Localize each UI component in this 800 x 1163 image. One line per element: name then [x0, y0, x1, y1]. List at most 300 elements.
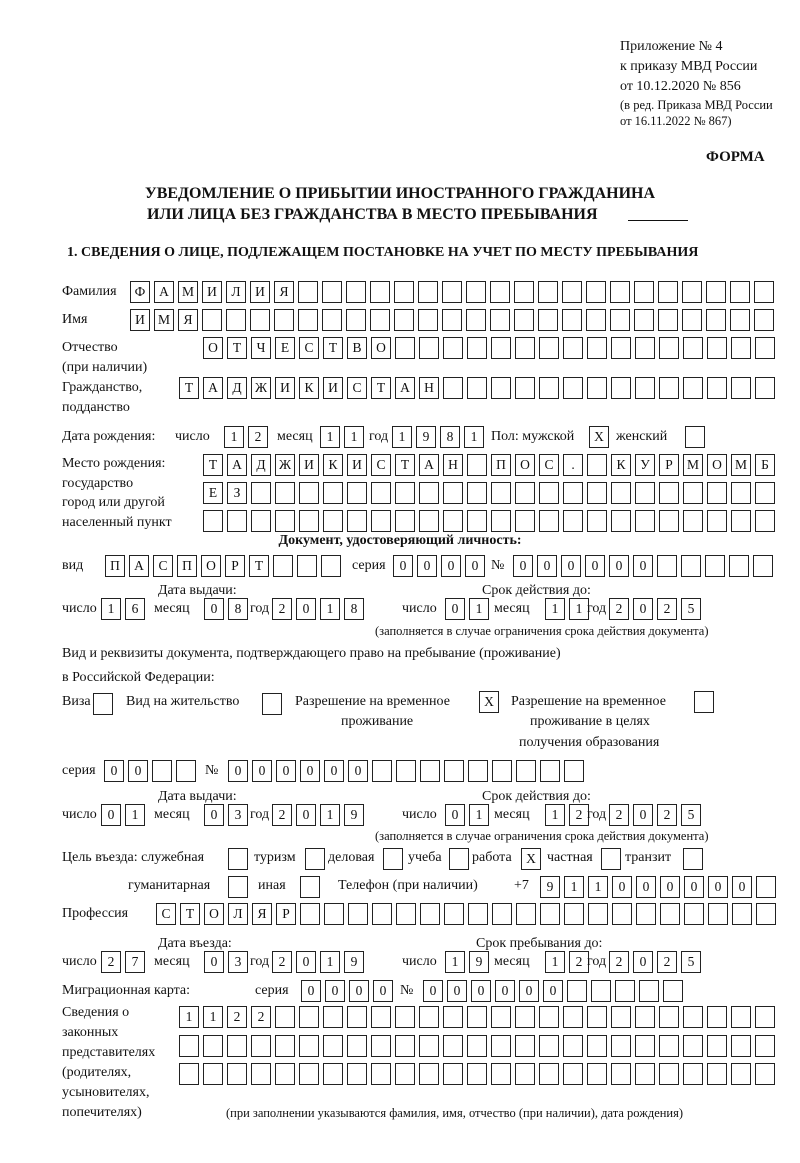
birthplace1-cell[interactable]: Ж	[275, 454, 295, 476]
permit-number-cell[interactable]	[420, 760, 440, 782]
permit-series-cell[interactable]: 0	[128, 760, 148, 782]
id-kind-cell[interactable]: О	[201, 555, 221, 577]
card-series-cell[interactable]: 0	[373, 980, 393, 1002]
citizenship-cell[interactable]	[659, 377, 679, 399]
permit-issue-month-cell[interactable]: 3	[228, 804, 248, 826]
profession-cell[interactable]	[540, 903, 560, 925]
stay-day-cell[interactable]: 1	[445, 951, 465, 973]
birthplace2-cell[interactable]	[515, 482, 535, 504]
rep2-cell[interactable]	[443, 1035, 463, 1057]
birthplace3-cell[interactable]	[443, 510, 463, 532]
birthplace3-cell[interactable]	[395, 510, 415, 532]
name-cell[interactable]	[634, 309, 654, 331]
surname-cell[interactable]	[298, 281, 318, 303]
citizenship-cell[interactable]	[683, 377, 703, 399]
birthplace3-cell[interactable]	[587, 510, 607, 532]
id-issue-year-cell[interactable]: 0	[296, 598, 316, 620]
sex-male-cell[interactable]: X	[589, 426, 609, 448]
stay-month-cell[interactable]: 2	[569, 951, 589, 973]
birthplace1-cell[interactable]: Д	[251, 454, 271, 476]
surname-cell[interactable]: Я	[274, 281, 294, 303]
surname-cell[interactable]	[754, 281, 774, 303]
rep1-cell[interactable]	[611, 1006, 631, 1028]
birth-day-cell[interactable]: 1	[224, 426, 244, 448]
citizenship-cell[interactable]	[587, 377, 607, 399]
rep2-cell[interactable]	[467, 1035, 487, 1057]
birthplace3-cell[interactable]	[347, 510, 367, 532]
rep3-cell[interactable]	[611, 1063, 631, 1085]
birthplace1-cell[interactable]: К	[611, 454, 631, 476]
birth-year-cell[interactable]: 1	[392, 426, 412, 448]
rep1-cell[interactable]	[755, 1006, 775, 1028]
permit-number-cell[interactable]: 0	[348, 760, 368, 782]
patronymic-cell[interactable]	[659, 337, 679, 359]
id-series-cell[interactable]: 0	[465, 555, 485, 577]
rep1-cell[interactable]	[467, 1006, 487, 1028]
name-cell[interactable]	[298, 309, 318, 331]
rep3-cell[interactable]	[443, 1063, 463, 1085]
rep2-cell[interactable]	[251, 1035, 271, 1057]
name-cell[interactable]	[706, 309, 726, 331]
purpose-work-cell[interactable]: X	[521, 848, 541, 870]
birth-year-cell[interactable]: 9	[416, 426, 436, 448]
rep3-cell[interactable]	[755, 1063, 775, 1085]
rep2-cell[interactable]	[347, 1035, 367, 1057]
name-cell[interactable]	[202, 309, 222, 331]
permit-issue-year-cell[interactable]: 0	[296, 804, 316, 826]
permit-number-cell[interactable]	[444, 760, 464, 782]
permit-valid-day-cell[interactable]: 1	[469, 804, 489, 826]
patronymic-cell[interactable]: Е	[275, 337, 295, 359]
birthplace1-cell[interactable]: С	[539, 454, 559, 476]
surname-cell[interactable]	[346, 281, 366, 303]
name-cell[interactable]	[610, 309, 630, 331]
id-number-cell[interactable]: 0	[537, 555, 557, 577]
surname-cell[interactable]: И	[202, 281, 222, 303]
birthplace1-cell[interactable]: И	[299, 454, 319, 476]
surname-cell[interactable]: Ф	[130, 281, 150, 303]
profession-cell[interactable]: Я	[252, 903, 272, 925]
id-kind-cell[interactable]: П	[105, 555, 125, 577]
rep3-cell[interactable]	[515, 1063, 535, 1085]
card-series-cell[interactable]: 0	[349, 980, 369, 1002]
name-cell[interactable]	[250, 309, 270, 331]
rep3-cell[interactable]	[635, 1063, 655, 1085]
surname-cell[interactable]	[562, 281, 582, 303]
sex-female-cell[interactable]	[685, 426, 705, 448]
surname-cell[interactable]	[490, 281, 510, 303]
profession-cell[interactable]	[516, 903, 536, 925]
patronymic-cell[interactable]: Ч	[251, 337, 271, 359]
profession-cell[interactable]: О	[204, 903, 224, 925]
permit-issue-year-cell[interactable]: 9	[344, 804, 364, 826]
name-cell[interactable]: М	[154, 309, 174, 331]
birthplace1-cell[interactable]: Т	[203, 454, 223, 476]
rep3-cell[interactable]	[491, 1063, 511, 1085]
birthplace1-cell[interactable]: Р	[659, 454, 679, 476]
id-issue-day-cell[interactable]: 1	[101, 598, 121, 620]
id-kind-cell[interactable]	[297, 555, 317, 577]
rep1-cell[interactable]	[443, 1006, 463, 1028]
id-issue-month-cell[interactable]: 0	[204, 598, 224, 620]
purpose-service-cell[interactable]	[228, 848, 248, 870]
birthplace1-cell[interactable]: Т	[395, 454, 415, 476]
rep1-cell[interactable]	[371, 1006, 391, 1028]
citizenship-cell[interactable]: К	[299, 377, 319, 399]
profession-cell[interactable]	[468, 903, 488, 925]
birthplace3-cell[interactable]	[755, 510, 775, 532]
rep1-cell[interactable]	[659, 1006, 679, 1028]
rep3-cell[interactable]	[587, 1063, 607, 1085]
permit-number-cell[interactable]	[492, 760, 512, 782]
purpose-business-cell[interactable]	[383, 848, 403, 870]
birthplace2-cell[interactable]	[707, 482, 727, 504]
birthplace3-cell[interactable]	[659, 510, 679, 532]
name-cell[interactable]	[346, 309, 366, 331]
name-cell[interactable]	[682, 309, 702, 331]
id-series-cell[interactable]: 0	[441, 555, 461, 577]
surname-cell[interactable]	[418, 281, 438, 303]
rep2-cell[interactable]	[491, 1035, 511, 1057]
permit-valid-year-cell[interactable]: 0	[633, 804, 653, 826]
rep3-cell[interactable]	[179, 1063, 199, 1085]
citizenship-cell[interactable]	[443, 377, 463, 399]
surname-cell[interactable]	[538, 281, 558, 303]
stay-year-cell[interactable]: 2	[657, 951, 677, 973]
permit-issue-month-cell[interactable]: 0	[204, 804, 224, 826]
birthplace3-cell[interactable]	[299, 510, 319, 532]
permit-number-cell[interactable]	[468, 760, 488, 782]
patronymic-cell[interactable]	[467, 337, 487, 359]
entry-year-cell[interactable]: 0	[296, 951, 316, 973]
phone-cell[interactable]: 0	[684, 876, 704, 898]
citizenship-cell[interactable]: А	[395, 377, 415, 399]
permit-issue-day-cell[interactable]: 0	[101, 804, 121, 826]
birthplace2-cell[interactable]	[587, 482, 607, 504]
birthplace2-cell[interactable]	[563, 482, 583, 504]
rep1-cell[interactable]	[299, 1006, 319, 1028]
entry-month-cell[interactable]: 3	[228, 951, 248, 973]
surname-cell[interactable]	[442, 281, 462, 303]
birthplace2-cell[interactable]	[635, 482, 655, 504]
patronymic-cell[interactable]: С	[299, 337, 319, 359]
patronymic-cell[interactable]	[611, 337, 631, 359]
id-number-cell[interactable]: 0	[561, 555, 581, 577]
id-kind-cell[interactable]: А	[129, 555, 149, 577]
id-issue-year-cell[interactable]: 8	[344, 598, 364, 620]
permit-series-cell[interactable]	[176, 760, 196, 782]
citizenship-cell[interactable]	[515, 377, 535, 399]
id-valid-month-cell[interactable]: 1	[569, 598, 589, 620]
permit-valid-month-cell[interactable]: 2	[569, 804, 589, 826]
permit-number-cell[interactable]: 0	[228, 760, 248, 782]
profession-cell[interactable]	[396, 903, 416, 925]
rep1-cell[interactable]	[347, 1006, 367, 1028]
id-kind-cell[interactable]	[321, 555, 341, 577]
permit-number-cell[interactable]: 0	[324, 760, 344, 782]
birthplace2-cell[interactable]: З	[227, 482, 247, 504]
surname-cell[interactable]: М	[178, 281, 198, 303]
birthplace3-cell[interactable]	[539, 510, 559, 532]
surname-cell[interactable]: И	[250, 281, 270, 303]
temp-permit-edu-cell[interactable]	[694, 691, 714, 713]
id-valid-month-cell[interactable]: 1	[545, 598, 565, 620]
profession-cell[interactable]	[756, 903, 776, 925]
surname-cell[interactable]	[682, 281, 702, 303]
phone-cell[interactable]: 1	[588, 876, 608, 898]
rep2-cell[interactable]	[299, 1035, 319, 1057]
id-issue-year-cell[interactable]: 2	[272, 598, 292, 620]
rep2-cell[interactable]	[659, 1035, 679, 1057]
patronymic-cell[interactable]	[491, 337, 511, 359]
rep2-cell[interactable]	[515, 1035, 535, 1057]
patronymic-cell[interactable]: Т	[323, 337, 343, 359]
profession-cell[interactable]	[708, 903, 728, 925]
citizenship-cell[interactable]: Т	[179, 377, 199, 399]
profession-cell[interactable]	[588, 903, 608, 925]
rep2-cell[interactable]	[227, 1035, 247, 1057]
birthplace2-cell[interactable]	[323, 482, 343, 504]
rep2-cell[interactable]	[179, 1035, 199, 1057]
rep3-cell[interactable]	[251, 1063, 271, 1085]
id-number-cell[interactable]	[753, 555, 773, 577]
rep3-cell[interactable]	[419, 1063, 439, 1085]
patronymic-cell[interactable]	[635, 337, 655, 359]
phone-cell[interactable]: 0	[636, 876, 656, 898]
birthplace2-cell[interactable]	[659, 482, 679, 504]
rep3-cell[interactable]	[275, 1063, 295, 1085]
profession-cell[interactable]	[660, 903, 680, 925]
card-series-cell[interactable]: 0	[325, 980, 345, 1002]
birthplace2-cell[interactable]	[251, 482, 271, 504]
name-cell[interactable]	[418, 309, 438, 331]
id-number-cell[interactable]	[681, 555, 701, 577]
card-number-cell[interactable]	[663, 980, 683, 1002]
patronymic-cell[interactable]	[443, 337, 463, 359]
citizenship-cell[interactable]: Ж	[251, 377, 271, 399]
surname-cell[interactable]	[514, 281, 534, 303]
birthplace2-cell[interactable]	[443, 482, 463, 504]
name-cell[interactable]	[394, 309, 414, 331]
citizenship-cell[interactable]: И	[275, 377, 295, 399]
rep2-cell[interactable]	[611, 1035, 631, 1057]
citizenship-cell[interactable]	[563, 377, 583, 399]
birthplace2-cell[interactable]	[731, 482, 751, 504]
rep3-cell[interactable]	[347, 1063, 367, 1085]
name-cell[interactable]	[514, 309, 534, 331]
id-valid-day-cell[interactable]: 1	[469, 598, 489, 620]
birthplace2-cell[interactable]: Е	[203, 482, 223, 504]
rep1-cell[interactable]	[683, 1006, 703, 1028]
stay-day-cell[interactable]: 9	[469, 951, 489, 973]
profession-cell[interactable]	[324, 903, 344, 925]
surname-cell[interactable]	[394, 281, 414, 303]
rep1-cell[interactable]	[539, 1006, 559, 1028]
birthplace1-cell[interactable]: Б	[755, 454, 775, 476]
purpose-transit-cell[interactable]	[683, 848, 703, 870]
citizenship-cell[interactable]	[611, 377, 631, 399]
card-number-cell[interactable]	[639, 980, 659, 1002]
profession-cell[interactable]	[444, 903, 464, 925]
name-cell[interactable]: Я	[178, 309, 198, 331]
permit-number-cell[interactable]: 0	[252, 760, 272, 782]
card-number-cell[interactable]: 0	[543, 980, 563, 1002]
birthplace2-cell[interactable]	[539, 482, 559, 504]
permit-issue-year-cell[interactable]: 2	[272, 804, 292, 826]
stay-year-cell[interactable]: 5	[681, 951, 701, 973]
birthplace1-cell[interactable]: П	[491, 454, 511, 476]
rep2-cell[interactable]	[419, 1035, 439, 1057]
id-issue-day-cell[interactable]: 6	[125, 598, 145, 620]
visa-cell[interactable]	[93, 693, 113, 715]
patronymic-cell[interactable]	[563, 337, 583, 359]
birthplace3-cell[interactable]	[683, 510, 703, 532]
rep1-cell[interactable]: 2	[227, 1006, 247, 1028]
birthplace3-cell[interactable]	[323, 510, 343, 532]
birthplace3-cell[interactable]	[611, 510, 631, 532]
birthplace1-cell[interactable]: А	[227, 454, 247, 476]
permit-valid-year-cell[interactable]: 2	[609, 804, 629, 826]
rep1-cell[interactable]	[419, 1006, 439, 1028]
id-kind-cell[interactable]: Р	[225, 555, 245, 577]
name-cell[interactable]	[538, 309, 558, 331]
birthplace3-cell[interactable]	[227, 510, 247, 532]
phone-cell[interactable]: 0	[660, 876, 680, 898]
purpose-private-cell[interactable]	[601, 848, 621, 870]
permit-issue-year-cell[interactable]: 1	[320, 804, 340, 826]
purpose-other-cell[interactable]	[300, 876, 320, 898]
rep2-cell[interactable]	[539, 1035, 559, 1057]
stay-year-cell[interactable]: 0	[633, 951, 653, 973]
permit-series-cell[interactable]	[152, 760, 172, 782]
phone-cell[interactable]	[756, 876, 776, 898]
surname-cell[interactable]	[466, 281, 486, 303]
rep1-cell[interactable]: 1	[179, 1006, 199, 1028]
birthplace2-cell[interactable]	[299, 482, 319, 504]
rep1-cell[interactable]: 2	[251, 1006, 271, 1028]
id-kind-cell[interactable]	[273, 555, 293, 577]
citizenship-cell[interactable]	[635, 377, 655, 399]
birthplace3-cell[interactable]	[491, 510, 511, 532]
entry-year-cell[interactable]: 2	[272, 951, 292, 973]
rep3-cell[interactable]	[563, 1063, 583, 1085]
rep2-cell[interactable]	[731, 1035, 751, 1057]
surname-cell[interactable]: Л	[226, 281, 246, 303]
patronymic-cell[interactable]	[587, 337, 607, 359]
profession-cell[interactable]	[636, 903, 656, 925]
birthplace2-cell[interactable]	[419, 482, 439, 504]
birth-month-cell[interactable]: 1	[344, 426, 364, 448]
phone-cell[interactable]: 9	[540, 876, 560, 898]
rep1-cell[interactable]	[731, 1006, 751, 1028]
birthplace2-cell[interactable]	[683, 482, 703, 504]
birthplace2-cell[interactable]	[467, 482, 487, 504]
phone-cell[interactable]: 1	[564, 876, 584, 898]
patronymic-cell[interactable]: О	[203, 337, 223, 359]
rep3-cell[interactable]	[707, 1063, 727, 1085]
patronymic-cell[interactable]	[731, 337, 751, 359]
id-valid-year-cell[interactable]: 5	[681, 598, 701, 620]
birthplace2-cell[interactable]	[275, 482, 295, 504]
name-cell[interactable]: И	[130, 309, 150, 331]
birthplace1-cell[interactable]: А	[419, 454, 439, 476]
patronymic-cell[interactable]	[707, 337, 727, 359]
birthplace1-cell[interactable]: С	[371, 454, 391, 476]
name-cell[interactable]	[586, 309, 606, 331]
rep1-cell[interactable]	[635, 1006, 655, 1028]
name-cell[interactable]	[490, 309, 510, 331]
patronymic-cell[interactable]	[683, 337, 703, 359]
permit-valid-month-cell[interactable]: 1	[545, 804, 565, 826]
citizenship-cell[interactable]	[755, 377, 775, 399]
permit-number-cell[interactable]	[540, 760, 560, 782]
permit-number-cell[interactable]	[516, 760, 536, 782]
id-kind-cell[interactable]: С	[153, 555, 173, 577]
permit-number-cell[interactable]	[564, 760, 584, 782]
id-valid-year-cell[interactable]: 0	[633, 598, 653, 620]
citizenship-cell[interactable]: А	[203, 377, 223, 399]
profession-cell[interactable]	[684, 903, 704, 925]
birth-year-cell[interactable]: 1	[464, 426, 484, 448]
entry-year-cell[interactable]: 9	[344, 951, 364, 973]
rep3-cell[interactable]	[731, 1063, 751, 1085]
rep3-cell[interactable]	[683, 1063, 703, 1085]
stay-year-cell[interactable]: 2	[609, 951, 629, 973]
profession-cell[interactable]: Т	[180, 903, 200, 925]
id-issue-year-cell[interactable]: 1	[320, 598, 340, 620]
birthplace1-cell[interactable]: О	[707, 454, 727, 476]
profession-cell[interactable]: Р	[276, 903, 296, 925]
card-number-cell[interactable]: 0	[495, 980, 515, 1002]
id-number-cell[interactable]	[657, 555, 677, 577]
rep3-cell[interactable]	[371, 1063, 391, 1085]
birthplace1-cell[interactable]: И	[347, 454, 367, 476]
name-cell[interactable]	[754, 309, 774, 331]
surname-cell[interactable]	[658, 281, 678, 303]
phone-cell[interactable]: 0	[612, 876, 632, 898]
id-number-cell[interactable]	[705, 555, 725, 577]
id-number-cell[interactable]: 0	[633, 555, 653, 577]
patronymic-cell[interactable]	[539, 337, 559, 359]
rep3-cell[interactable]	[659, 1063, 679, 1085]
citizenship-cell[interactable]: И	[323, 377, 343, 399]
id-valid-year-cell[interactable]: 2	[609, 598, 629, 620]
name-cell[interactable]	[730, 309, 750, 331]
birthplace3-cell[interactable]	[251, 510, 271, 532]
phone-cell[interactable]: 0	[732, 876, 752, 898]
rep1-cell[interactable]	[395, 1006, 415, 1028]
purpose-tourism-cell[interactable]	[305, 848, 325, 870]
rep1-cell[interactable]	[491, 1006, 511, 1028]
birthplace3-cell[interactable]	[515, 510, 535, 532]
place-blank-line[interactable]	[628, 220, 688, 221]
id-series-cell[interactable]: 0	[393, 555, 413, 577]
id-number-cell[interactable]: 0	[609, 555, 629, 577]
patronymic-cell[interactable]	[395, 337, 415, 359]
name-cell[interactable]	[274, 309, 294, 331]
citizenship-cell[interactable]	[491, 377, 511, 399]
surname-cell[interactable]	[586, 281, 606, 303]
birthplace1-cell[interactable]: .	[563, 454, 583, 476]
birthplace3-cell[interactable]	[275, 510, 295, 532]
birthplace2-cell[interactable]	[347, 482, 367, 504]
card-number-cell[interactable]	[567, 980, 587, 1002]
name-cell[interactable]	[658, 309, 678, 331]
residence-cell[interactable]	[262, 693, 282, 715]
profession-cell[interactable]	[492, 903, 512, 925]
permit-number-cell[interactable]	[396, 760, 416, 782]
id-kind-cell[interactable]: Т	[249, 555, 269, 577]
